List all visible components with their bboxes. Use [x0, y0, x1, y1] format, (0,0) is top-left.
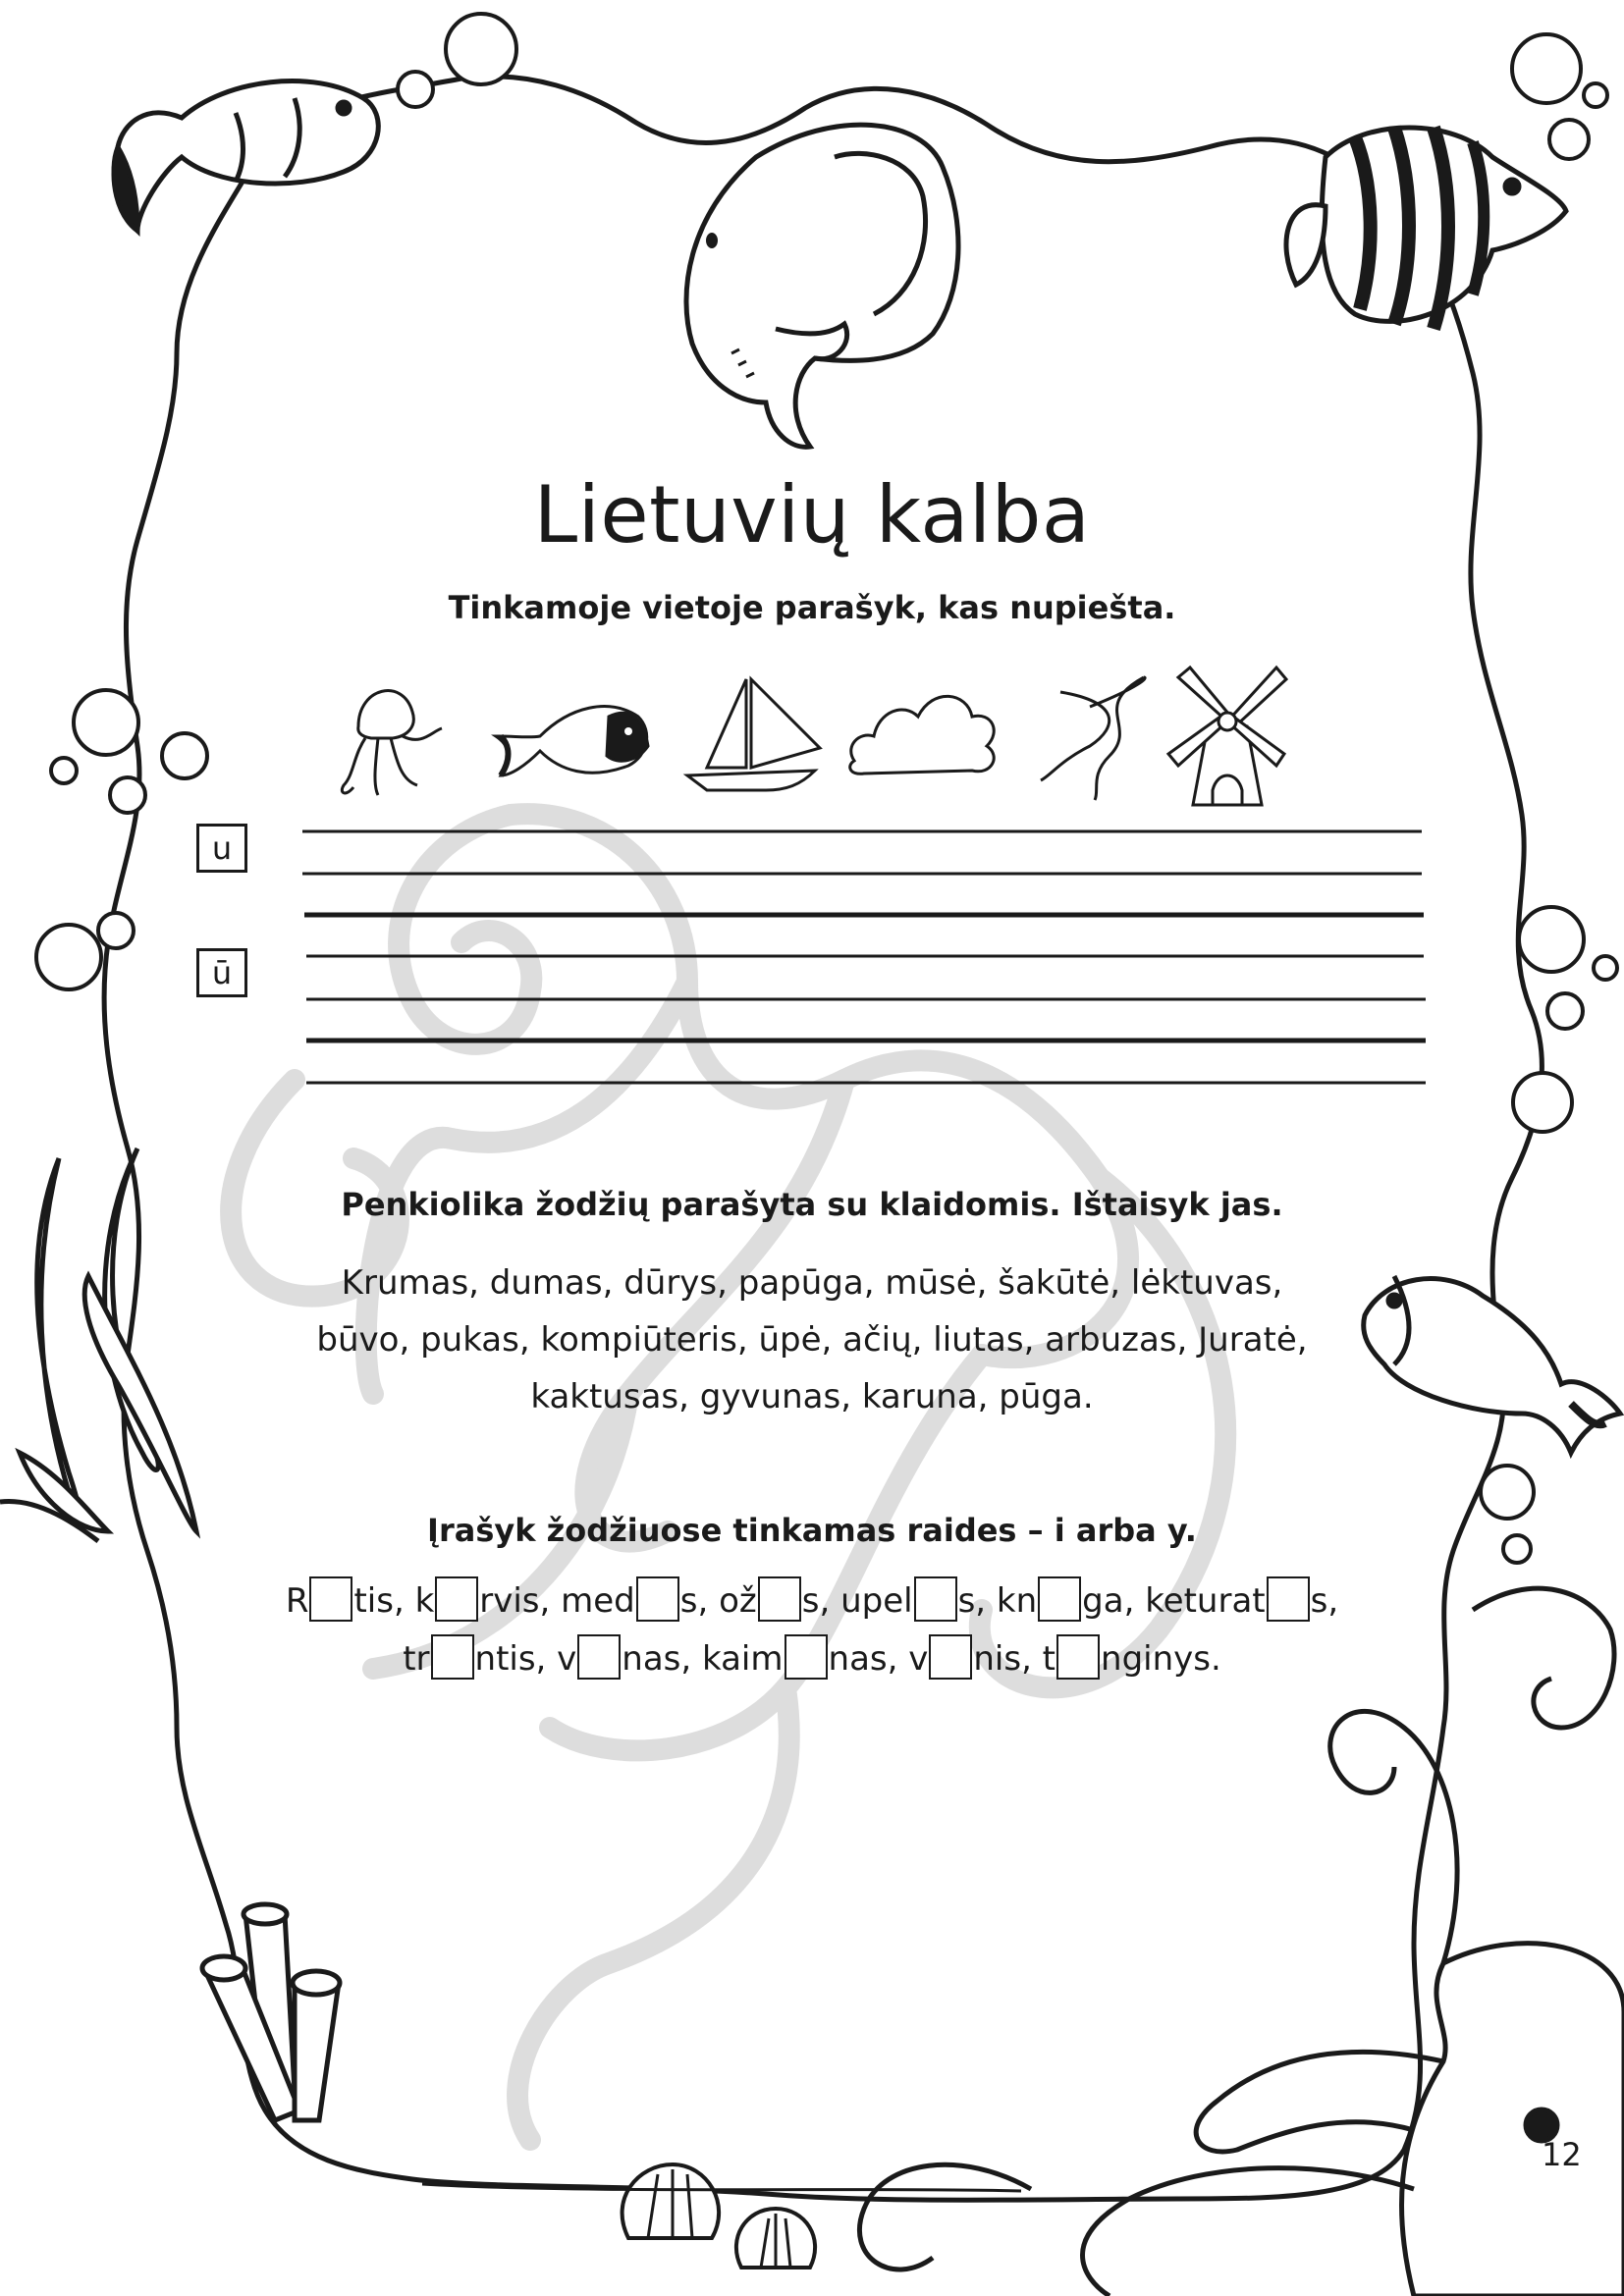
word-list-line: būvo, pukas, kompiūteris, ūpė, ačių, liutas, arbuzas, Juratė,	[316, 1320, 1308, 1360]
letter-box-u: u	[196, 824, 247, 873]
jellyfish-icon	[342, 691, 442, 795]
fish-right-icon	[1364, 1276, 1620, 1453]
letter-box-long-u: ū	[196, 948, 247, 997]
sailboat-icon	[687, 679, 820, 790]
blank-box[interactable]	[758, 1576, 801, 1622]
word-list-line: Krumas, dumas, dūrys, papūga, mūsė, šakūtė, lėktuvas,	[341, 1263, 1283, 1303]
word-fragment: nas, kaim	[622, 1639, 784, 1679]
blank-box[interactable]	[309, 1576, 352, 1622]
page-number: 12	[1542, 2136, 1582, 2173]
blank-box[interactable]	[636, 1576, 679, 1622]
task2-instruction: Penkiolika žodžių parašyta su klaidomis. Ištaisyk jas.	[341, 1186, 1283, 1223]
blank-box[interactable]	[431, 1634, 474, 1680]
fish-icon	[496, 707, 648, 775]
word-fragment: s,	[1310, 1581, 1339, 1621]
elephant-icon	[686, 125, 958, 447]
word-fragment: s, kn	[957, 1581, 1038, 1621]
fill-in-row-1	[0, 1576, 1624, 1622]
blank-box[interactable]	[1038, 1576, 1081, 1622]
blank-box[interactable]	[1056, 1634, 1100, 1680]
word-fragment: ga, keturat	[1082, 1581, 1266, 1621]
blank-box[interactable]	[577, 1634, 621, 1680]
windmill-icon	[1168, 667, 1286, 805]
word-fragment: tr	[403, 1639, 430, 1679]
word-fragment: nginys.	[1101, 1639, 1221, 1679]
word-fragment: tis, k	[353, 1581, 435, 1621]
word-fragment: ntis, v	[474, 1639, 577, 1679]
clownfish-icon	[114, 81, 378, 231]
word-list-line: kaktusas, gyvunas, karuna, pūga.	[530, 1377, 1094, 1416]
word-fragment: s, upel	[801, 1581, 913, 1621]
task3-instruction: Įrašyk žodžiuose tinkamas raides – i arba y.	[427, 1512, 1197, 1549]
fill-in-row-2	[0, 1634, 1624, 1680]
blank-box[interactable]	[435, 1576, 478, 1622]
road-icon	[1041, 677, 1145, 800]
blank-box[interactable]	[785, 1634, 828, 1680]
seashell-icon	[623, 2164, 816, 2268]
blank-box[interactable]	[929, 1634, 972, 1680]
angelfish-icon	[1286, 128, 1566, 329]
word-fragment: s, ož	[679, 1581, 757, 1621]
task2-word-list	[295, 1255, 1329, 1425]
task1-instruction: Tinkamoje vietoje parašyk, kas nupiešta.	[448, 589, 1176, 626]
octopus-watermark	[231, 814, 1225, 2140]
word-fragment: R	[285, 1581, 309, 1621]
word-fragment: nas, v	[828, 1639, 929, 1679]
word-fragment: nis, t	[973, 1639, 1056, 1679]
blank-box[interactable]	[1267, 1576, 1310, 1622]
page-title: Lietuvių kalba	[533, 469, 1091, 561]
blank-box[interactable]	[914, 1576, 957, 1622]
coral-icon	[202, 1904, 340, 2120]
word-fragment: rvis, med	[479, 1581, 635, 1621]
cloud-icon	[850, 696, 995, 774]
